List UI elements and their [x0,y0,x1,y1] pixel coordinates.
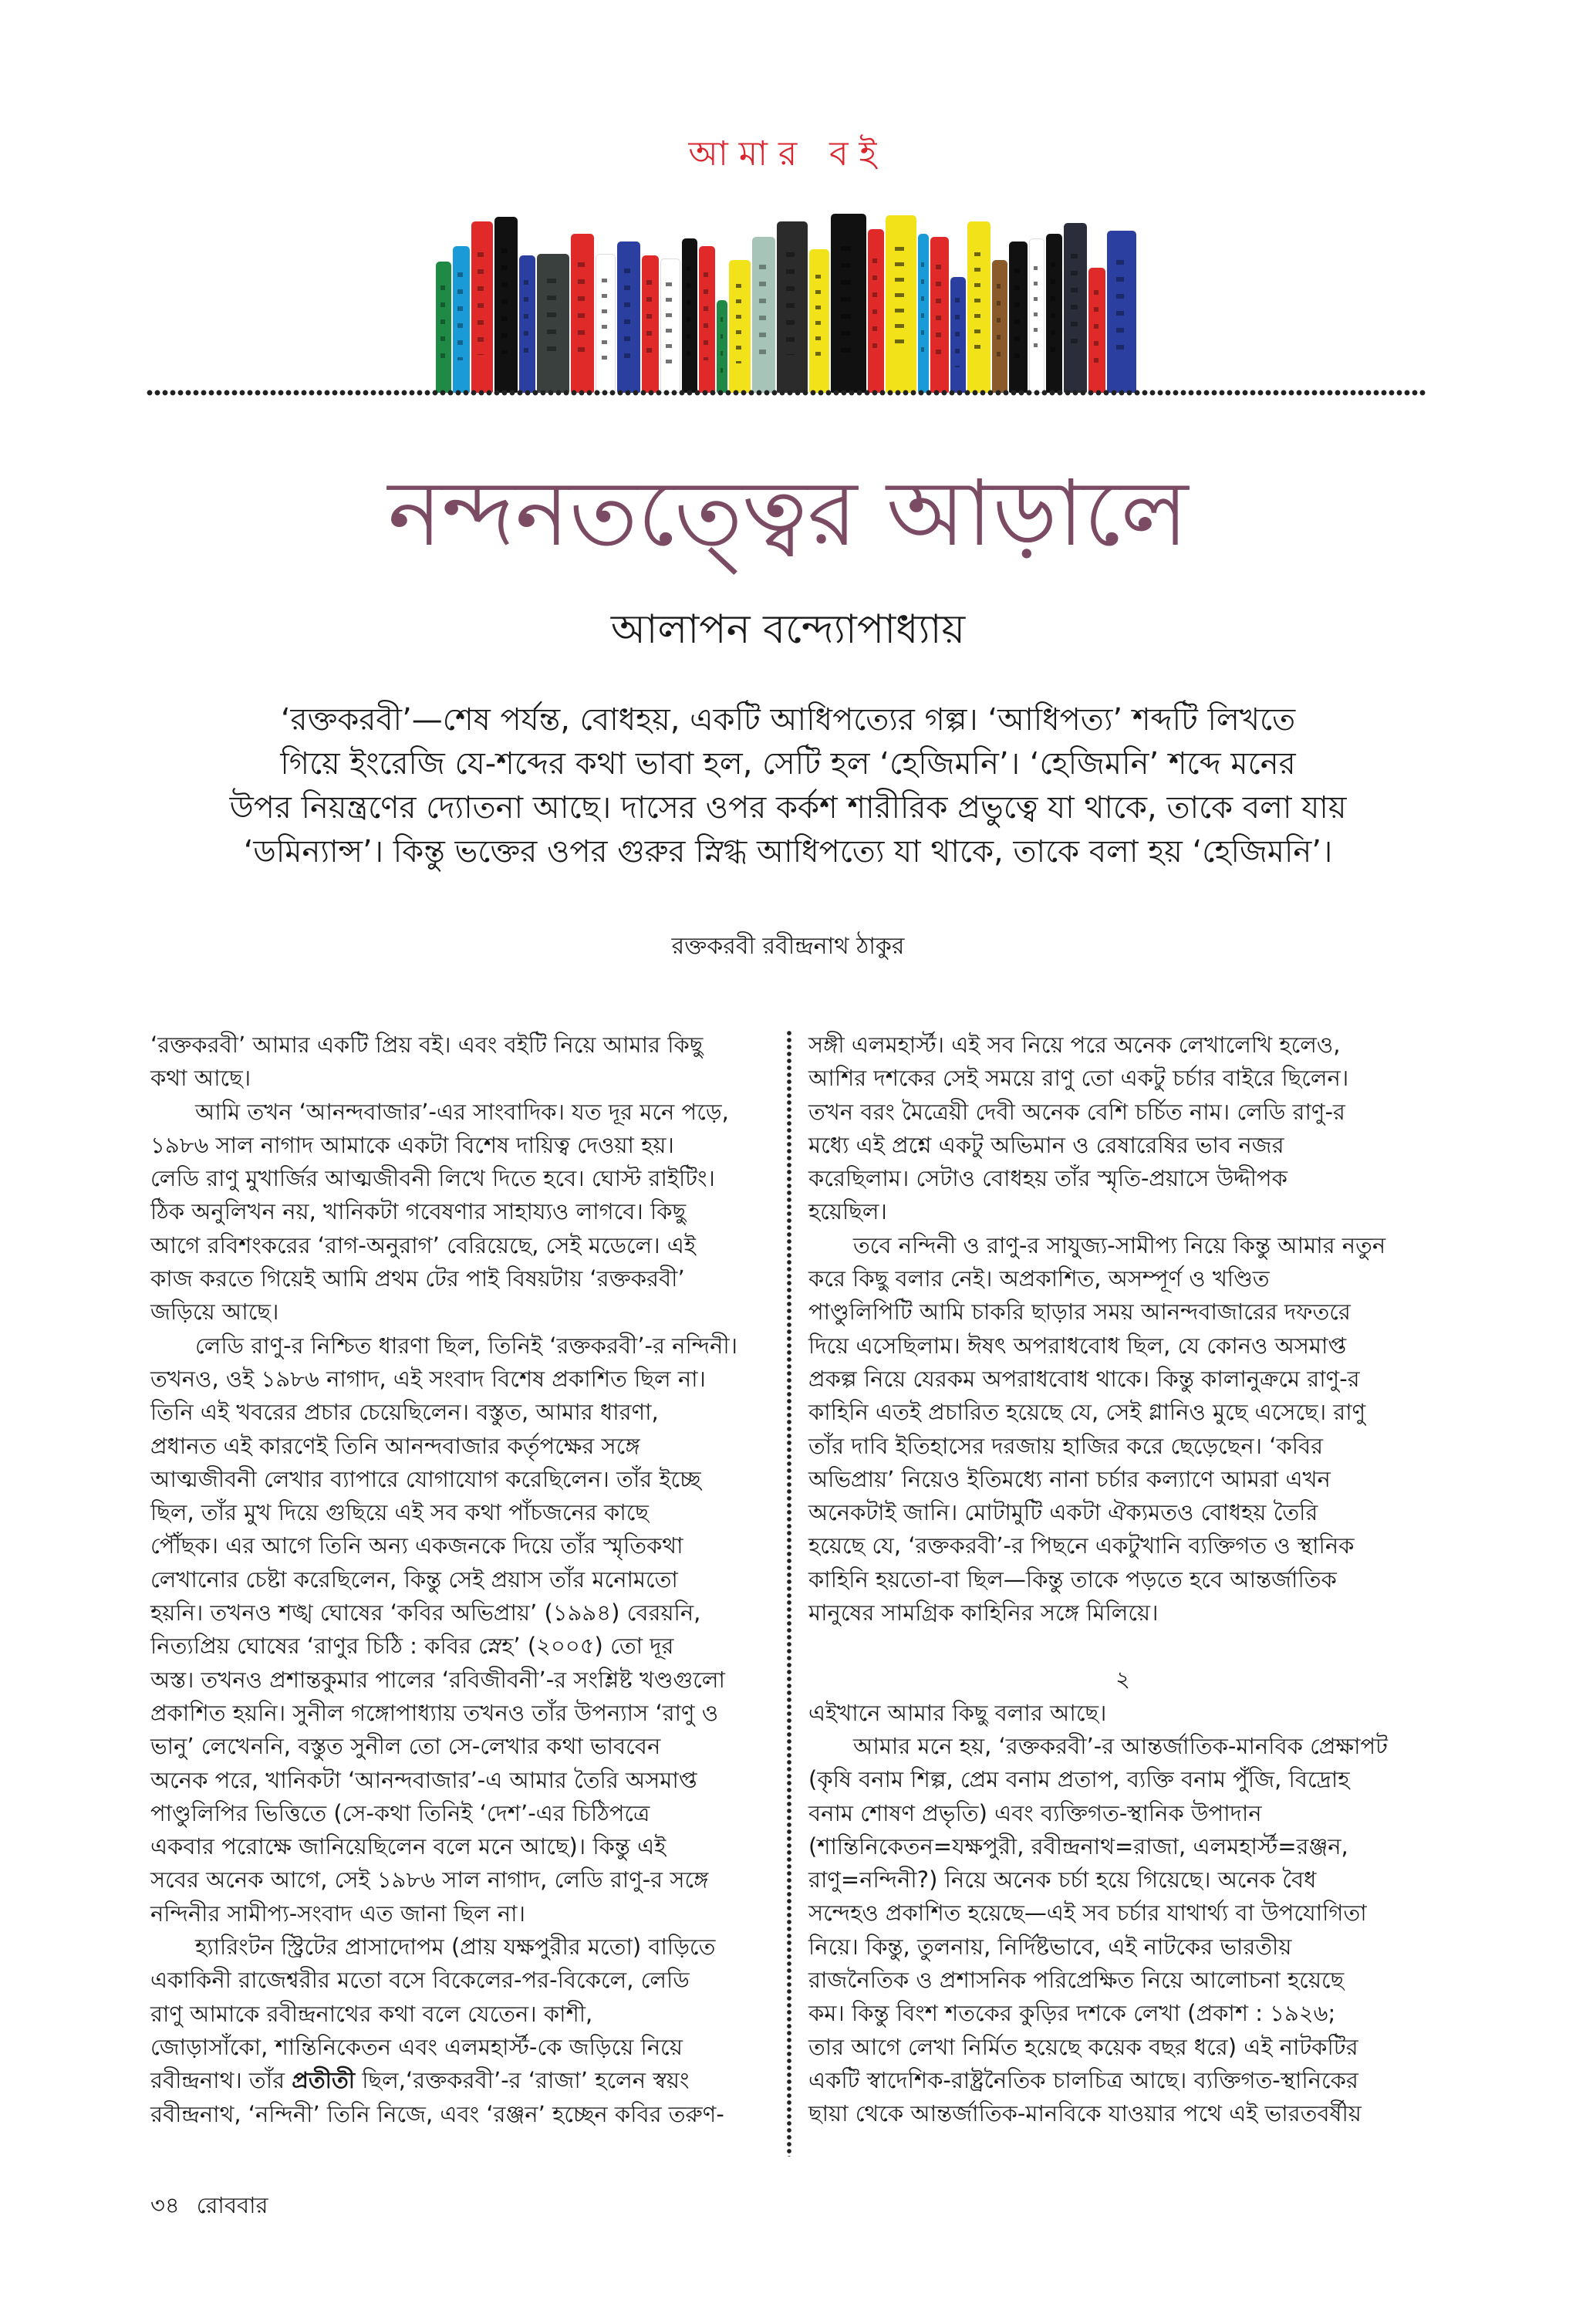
text-line: অনেক পরে, খানিকটা ‘আনন্দবাজার’-এ আমার তৈরি অসমাপ্ত [150,1766,697,1793]
text-line: ছিল, তাঁর মুখ দিয়ে গুছিয়ে এই সব কথা পাঁচজনের কাছে [150,1499,649,1526]
text-line: (কৃষি বনাম শিল্প, প্রেম বনাম প্রতাপ, ব্যক্তি বনাম পুঁজি, বিদ্রোহ [808,1766,1350,1793]
book-spine [886,215,916,393]
section-number: ২ [1115,1666,1130,1693]
text-line: একবার পরোক্ষে জানিয়েছিলেন বলে মনে আছে)। কিন্তু এই [150,1833,667,1860]
book-spine [1029,238,1044,393]
text-line: আশির দশকের সেই সময়ে রাণু তো একটু চর্চার বাইরে ছিলেন। [808,1065,1349,1092]
text-line: করে কিছু বলার নেই। অপ্রকাশিত, অসম্পূর্ণ ও খণ্ডিত [808,1265,1270,1292]
text-line: একটি স্বাদেশিক-রাষ্ট্রনৈতিক চালচিত্র আছে। ব্যক্তিগত-স্থানিকের [808,2066,1358,2093]
text-line: লেখানোর চেষ্টা করেছিলেন, কিন্তু সেই প্রয়াস তাঁর মনোমতো [150,1566,678,1593]
text-line: তিনি এই খবরের প্রচার চেয়েছিলেন। বস্তুত, আমার ধারণা, [150,1399,659,1426]
book-spine [950,277,966,393]
text-line: মানুষের সামগ্রিক কাহিনির সঙ্গে মিলিয়ে। [808,1599,1159,1626]
text-line: মধ্যে এই প্রশ্নে একটু অভিমান ও রেষারেষির ভাব নজর [808,1131,1284,1158]
text-line: রাণু আমাকে রবীন্দ্রনাথের কথা বলে যেতেন। কাশী, [150,2000,593,2027]
text-line: বনাম শোষণ প্রভৃতি) এবং ব্যক্তিগত-স্থানিক উপাদান [808,1799,1262,1826]
book-spine [1088,268,1105,393]
intro-line: ‘রক্তকরবী’—শেষ পর্যন্ত, বোধহয়, একটি আধিপত্যের গল্প। ‘আধিপত্য’ শব্দটি লিখতে [280,702,1296,738]
blank-line [808,1630,1437,1663]
book-spine [918,234,929,393]
text-line: আমি তখন ‘আনন্দবাজার’-এর সাংবাদিক। যত দূর মনে পড়ে, [195,1098,729,1125]
text-line: নিত্যপ্রিয় ঘোষের ‘রাণুর চিঠি : কবির স্নেহ’ (২০০৫) তো দূর [150,1633,674,1660]
book-spine [967,221,990,393]
book-spine [930,237,949,393]
book-spine [471,221,493,393]
book-spine [1046,234,1063,393]
emphasized-word: প্রতীতী [292,2067,356,2094]
text-line: জড়িয়ে আছে। [150,1299,279,1326]
intro-line: ‘ডমিন্যান্স’। কিন্তু ভক্তের ওপর গুরুর স্নিগ্ধ আধিপত্যে যা থাকে, তাকে বলা হয় ‘হেজিমনি’। [243,834,1333,870]
text-line: রাজনৈতিক ও প্রশাসনিক পরিপ্রেক্ষিত নিয়ে আলোচনা হয়েছে [808,1967,1345,1994]
text-line: আমার মনে হয়, ‘রক্তকরবী’-র আন্তর্জাতিক-মানবিক প্রেক্ষাপট [853,1732,1388,1759]
text-line: দিয়ে এসেছিলাম। ঈষৎ অপরাধবোধ ছিল, যে কোনও অসমাপ্ত [808,1332,1347,1359]
book-spine [868,229,885,393]
book-spine [596,254,616,393]
column-divider [787,1030,791,2157]
text-line: সন্দেহও প্রকাশিত হয়েছে—এই সব চর্চার যাথার্থ্য বা উপযোগিতা [808,1900,1367,1927]
book-spine [717,300,727,393]
text-segment: রবীন্দ্রনাথ। তাঁর [150,2067,292,2094]
text-line: তার আগে লেখা নির্মিত হয়েছে কয়েক বছর ধরে) এই নাটকটির [808,2033,1358,2060]
book-spine [519,255,536,393]
text-line: তখনও, ওই ১৯৮৬ নাগাদ, এই সংবাদ বিশেষ প্রকাশিত ছিল না। [150,1365,706,1392]
text-line: ১৯৮৬ সাল নাগাদ আমাকে একটা বিশেষ দায়িত্ব দেওয়া হয়। [150,1131,674,1158]
bookshelf-illustration [436,216,1138,393]
text-line: আত্মজীবনী লেখার ব্যাপারে যোগাযোগ করেছিলেন। তাঁর ইচ্ছে [150,1465,701,1492]
book-spine [992,260,1007,393]
book-spine [494,217,518,393]
text-line: রাণু=নন্দিনী?) নিয়ে অনেক চর্চা হয়ে গিয়েছে। অনেক বৈধ [808,1866,1317,1893]
text-line: কাহিনি হয়তো-বা ছিল—কিন্তু তাকে পড়তে হবে আন্তর্জাতিক [808,1566,1337,1593]
text-line: প্রকাশিত হয়নি। সুনীল গঙ্গোপাধ্যায় তখনও তাঁর উপন্যাস ‘রাণু ও [150,1699,719,1726]
article-author: আলাপন বন্দ্যোপাধ্যায় [610,606,966,653]
book-spine [1107,231,1136,393]
book-spine [809,249,829,393]
book-spine [453,246,470,393]
text-line: লেডি রাণু-র নিশ্চিত ধারণা ছিল, তিনিই ‘রক্তকরবী’-র নন্দিনী। [195,1332,738,1359]
text-line: করেছিলাম। সেটাও বোধহয় তাঁর স্মৃতি-প্রয়াসে উদ্দীপক [808,1165,1287,1192]
publication-name: রোববার [196,2192,268,2218]
text-line: হয়েছিল। [808,1198,887,1225]
text-line: পাণ্ডুলিপিটি আমি চাকরি ছাড়ার সময় আনন্দবাজারের দফতরে [808,1299,1351,1326]
text-line: তবে নন্দিনী ও রাণু-র সাযুজ্য-সামীপ্য নিয়ে কিন্তু আমার নতুন [853,1231,1386,1258]
body-column-left [150,1029,777,2131]
intro-line: উপর নিয়ন্ত্রণের দ্যোতনা আছে। দাসের ওপর কর্কশ শারীরিক প্রভুত্বে যা থাকে, তাকে বলা যায় [229,790,1347,826]
text-line: এইখানে আমার কিছু বলার আছে। [808,1699,1107,1726]
book-spine [537,254,569,393]
book-spine [682,238,697,393]
text-line: কাহিনি এতই প্রচারিত হয়েছে যে, সেই গ্লানিও মুছে এসেছে। রাণু [808,1399,1366,1426]
book-credit: রক্তকরবী রবীন্দ্রনাথ ঠাকুর [671,933,905,960]
section-label: আমার বই [688,134,888,174]
text-line: ছায়া থেকে আন্তর্জাতিক-মানবিকে যাওয়ার পথে এই ভারতবর্ষীয় [808,2100,1362,2127]
text-line: লেডি রাণু মুখার্জির আত্মজীবনী লিখে দিতে হবে। ঘোস্ট রাইটিং। [150,1165,715,1192]
text-line: অস্ত। তখনও প্রশান্তকুমার পালের ‘রবিজীবনী’-র সংশ্লিষ্ট খণ্ডগুলো [150,1666,725,1693]
text-line: হ্যারিংটন স্ট্রিটের প্রাসাদোপম (প্রায় যক্ষপুরীর মতো) বাড়িতে [195,1934,716,1961]
book-spine [660,258,680,393]
book-spine [729,260,751,393]
dotted-divider [147,389,1427,397]
book-spine [1064,223,1087,393]
book-spine [436,262,451,393]
text-line: কাজ করতে গিয়েই আমি প্রথম টের পাই বিষয়টায় ‘রক্তকরবী’ [150,1265,685,1292]
text-line-with-emphasis [150,2064,777,2097]
book-spine [642,255,659,393]
text-line: অনেকটাই জানি। মোটামুটি একটা ঐক্যমতও বোধহয় তৈরি [808,1499,1318,1526]
page-footer [150,2190,268,2221]
text-line: প্রকল্প নিয়ে যেরকম অপরাধবোধ থাকে। কিন্তু কালানুক্রমে রাণু-র [808,1365,1360,1392]
text-line: ‘রক্তকরবী’ আমার একটি প্রিয় বই। এবং বইটি নিয়ে আমার কিছু [150,1032,704,1058]
text-line: পাণ্ডুলিপির ভিত্তিতে (সে-কথা তিনিই ‘দেশ’-এর চিঠিপত্রে [150,1799,650,1826]
intro-line: গিয়ে ইংরেজি যে-শব্দের কথা ভাবা হল, সেটি হল ‘হেজিমনি’। ‘হেজিমনি’ শব্দে মনের [280,746,1296,782]
text-line: তখন বরং মৈত্রেয়ী দেবী অনেক বেশি চর্চিত নাম। লেডি রাণু-র [808,1098,1345,1125]
text-line: কম। কিন্তু বিংশ শতকের কুড়ির দশকে লেখা (প্রকাশ : ১৯২৬; [808,2000,1336,2027]
book-spine [617,242,640,393]
text-line: নিয়ে। কিন্তু, তুলনায়, নির্দিষ্টভাবে, এই নাটকের ভারতীয় [808,1933,1292,1960]
text-line: (শান্তিনিকেতন=যক্ষপুরী, রবীন্দ্রনাথ=রাজা, এলমহার্স্ট=রঞ্জন, [808,1833,1348,1860]
body-column-right [808,1029,1437,2131]
book-spine [777,221,808,393]
text-line: নন্দিনীর সামীপ্য-সংবাদ এত জানা ছিল না। [150,1900,525,1927]
text-line: অভিপ্রায়’ নিয়েও ইতিমধ্যে নানা চর্চার কল্যাণে আমরা এখন [808,1465,1331,1492]
text-line: রবীন্দ্রনাথ, ‘নন্দিনী’ তিনি নিজে, এবং ‘রঞ্জন’ হচ্ছেন কবির তরুণ- [150,2100,724,2127]
book-spine [699,246,716,393]
text-line: পৌঁছক। এর আগে তিনি অন্য একজনকে দিয়ে তাঁর স্মৃতিকথা [150,1532,683,1559]
book-spine [571,234,594,393]
text-line: জোড়াসাঁকো, শান্তিনিকেতন এবং এলমহার্স্ট-কে জড়িয়ে নিয়ে [150,2033,683,2060]
text-line: ভানু’ লেখেননি, বস্তুত সুনীল তো সে-লেখার কথা ভাববেন [150,1733,661,1760]
book-spine [1009,242,1028,393]
page-number: ৩৪ [150,2192,180,2218]
article-title: নন্দনতত্ত্বের আড়ালে [387,460,1189,566]
text-line: হয়নি। তখনও শঙ্খ ঘোষের ‘কবির অভিপ্রায়’ (১৯৯৪) বেরয়নি, [150,1599,701,1626]
text-line: কথা আছে। [150,1065,251,1092]
text-line: আগে রবিশংকরের ‘রাগ-অনুরাগ’ বেরিয়েছে, সেই মডেলে। এই [150,1231,696,1258]
text-segment: ছিল,‘রক্তকরবী’-র ‘রাজা’ হলেন স্বয়ং [355,2067,690,2094]
text-line: প্রধানত এই কারণেই তিনি আনন্দবাজার কর্তৃপক্ষের সঙ্গে [150,1432,640,1459]
text-line: ঠিক অনুলিখন নয়, খানিকটা গবেষণার সাহায্যও লাগবে। কিছু [150,1198,687,1225]
book-spine [831,214,866,393]
book-spine [752,237,775,393]
article-intro [224,698,1352,874]
text-line: সঙ্গী এলমহার্স্ট। এই সব নিয়ে পরে অনেক লেখালেখি হলেও, [808,1032,1341,1058]
text-line: তাঁর দাবি ইতিহাসের দরজায় হাজির করে ছেড়েছেন। ‘কবির [808,1432,1324,1459]
text-line: একাকিনী রাজেশ্বরীর মতো বসে বিকেলের-পর-বিকেলে, লেডি [150,1967,690,1994]
text-line: হয়েছে যে, ‘রক্তকরবী’-র পিছনে একটুখানি ব্যক্তিগত ও স্থানিক [808,1532,1355,1559]
text-line: সবের অনেক আগে, সেই ১৯৮৬ সাল নাগাদ, লেডি রাণু-র সঙ্গে [150,1866,709,1893]
